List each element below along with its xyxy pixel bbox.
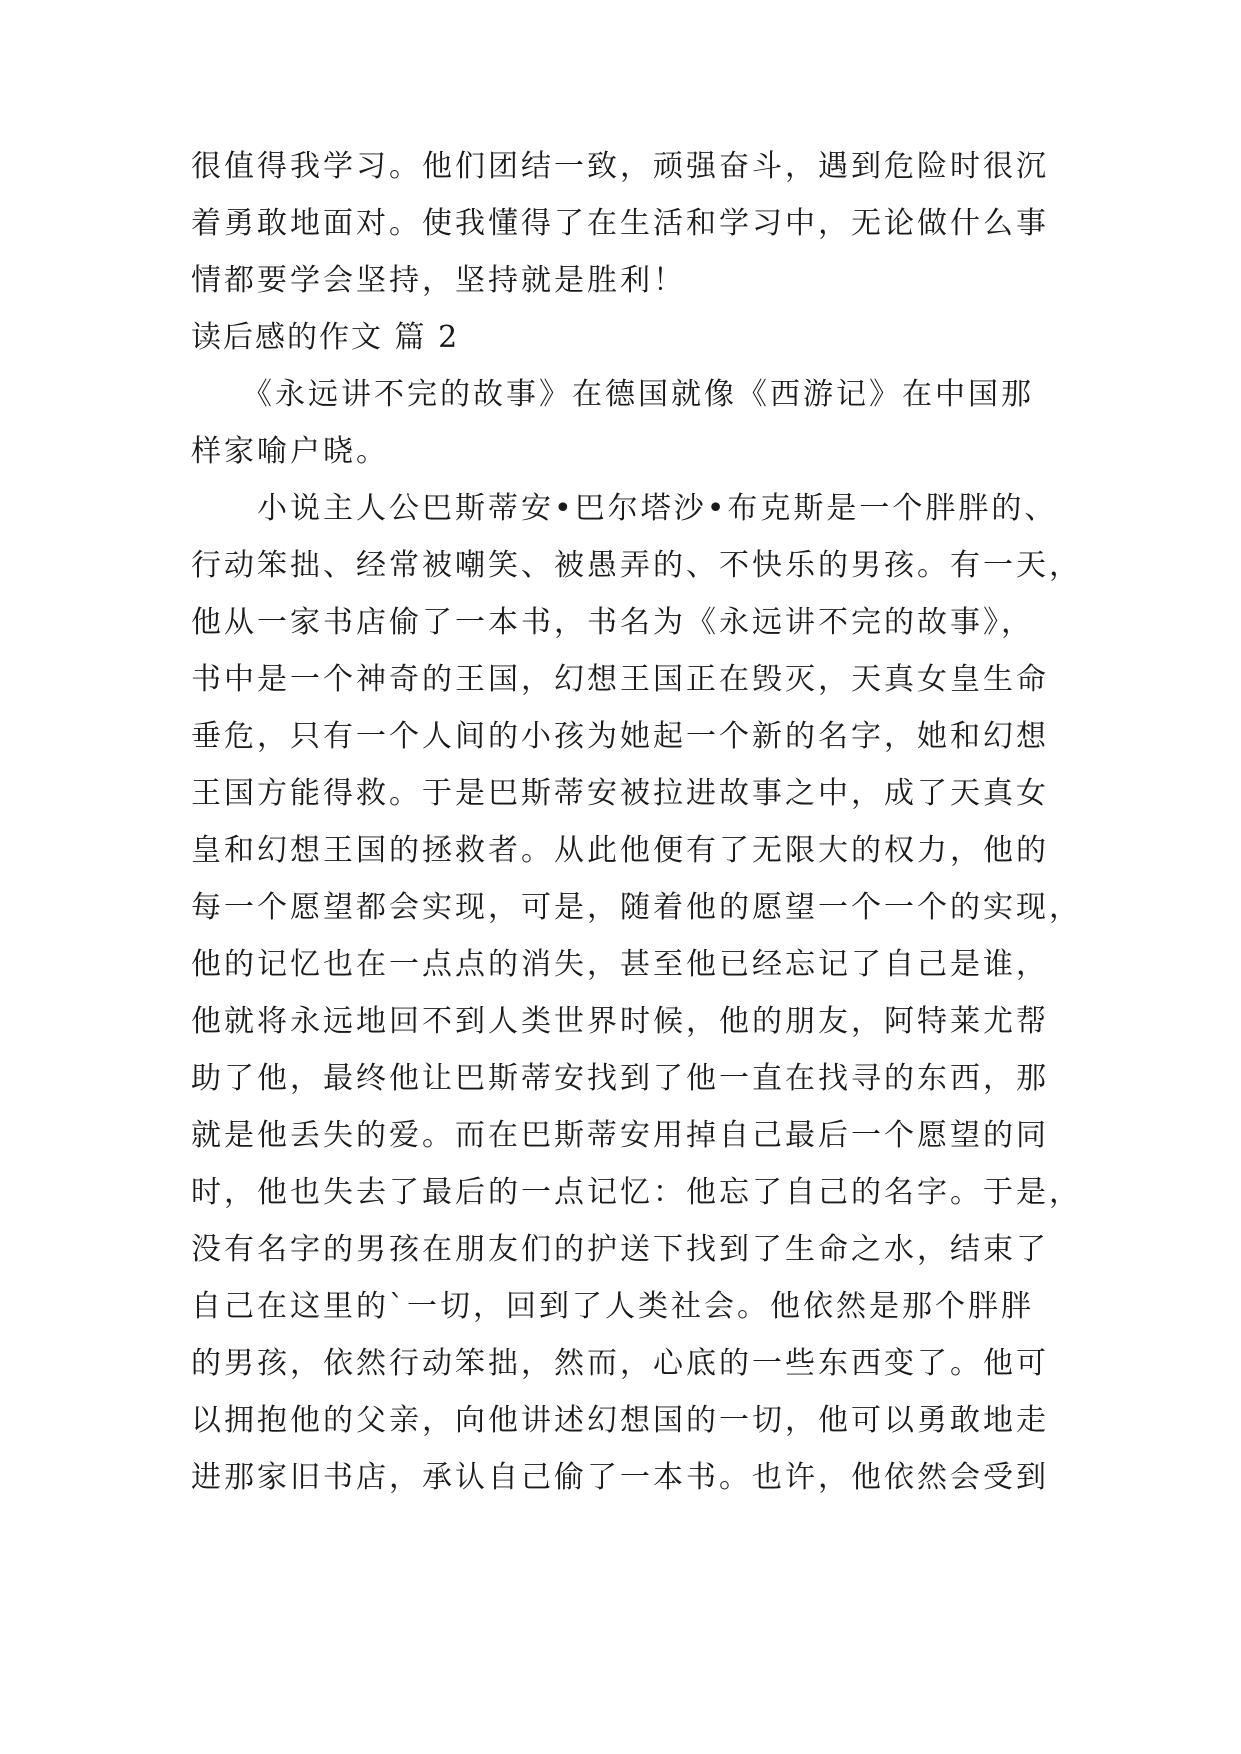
paragraph-line: 行动笨拙、经常被嘲笑、被愚弄的、不快乐的男孩。有一天， <box>191 548 1082 583</box>
paragraph-line: 就是他丢失的爱。而在巴斯蒂安用掉自己最后一个愿望的同 <box>191 1118 1049 1153</box>
paragraph-line: 以拥抱他的父亲，向他讲述幻想国的一切，他可以勇敢地走 <box>191 1403 1049 1438</box>
paragraph-line: 样家喻户晓。 <box>191 434 389 469</box>
paragraph-line: 的男孩，依然行动笨拙，然而，心底的一些东西变了。他可 <box>191 1346 1049 1381</box>
paragraph-line: 皇和幻想王国的拯救者。从此他便有了无限大的权力，他的 <box>191 833 1049 868</box>
paragraph-line: 《永远讲不完的故事》在德国就像《西游记》在中国那 <box>191 377 1034 412</box>
paragraph-line: 没有名字的男孩在朋友们的护送下找到了生命之水，结束了 <box>191 1232 1049 1267</box>
paragraph-line: 他从一家书店偷了一本书，书名为《永远讲不完的故事》， <box>191 605 1034 640</box>
paragraph-line: 他就将永远地回不到人类世界时候，他的朋友，阿特莱尤帮 <box>191 1004 1049 1039</box>
document-body <box>191 138 1082 1506</box>
paragraph-line: 助了他，最终他让巴斯蒂安找到了他一直在找寻的东西，那 <box>191 1061 1049 1096</box>
paragraph-line: 垂危，只有一个人间的小孩为她起一个新的名字，她和幻想 <box>191 719 1049 754</box>
paragraph-line: 着勇敢地面对。使我懂得了在生活和学习中，无论做什么事 <box>191 206 1049 241</box>
paragraph-line: 进那家旧书店，承认自己偷了一本书。也许，他依然会受到 <box>191 1460 1049 1495</box>
paragraph-line: 每一个愿望都会实现，可是，随着他的愿望一个一个的实现， <box>191 890 1082 925</box>
section-heading: 读后感的作文 篇 2 <box>191 320 460 355</box>
paragraph-line: 自己在这里的`一切，回到了人类社会。他依然是那个胖胖 <box>191 1289 1034 1324</box>
paragraph-line: 时，他也失去了最后的一点记忆：他忘了自己的名字。于是， <box>191 1175 1082 1210</box>
paragraph-line: 小说主人公巴斯蒂安•巴尔塔沙•布克斯是一个胖胖的、 <box>191 491 1058 526</box>
paragraph-line: 情都要学会坚持，坚持就是胜利！ <box>191 263 686 298</box>
paragraph-line: 书中是一个神奇的王国，幻想王国正在毁灭，天真女皇生命 <box>191 662 1049 697</box>
paragraph-line: 王国方能得救。于是巴斯蒂安被拉进故事之中，成了天真女 <box>191 776 1049 811</box>
paragraph-line: 很值得我学习。他们团结一致，顽强奋斗，遇到危险时很沉 <box>191 149 1049 184</box>
paragraph-line: 他的记忆也在一点点的消失，甚至他已经忘记了自己是谁， <box>191 947 1049 982</box>
